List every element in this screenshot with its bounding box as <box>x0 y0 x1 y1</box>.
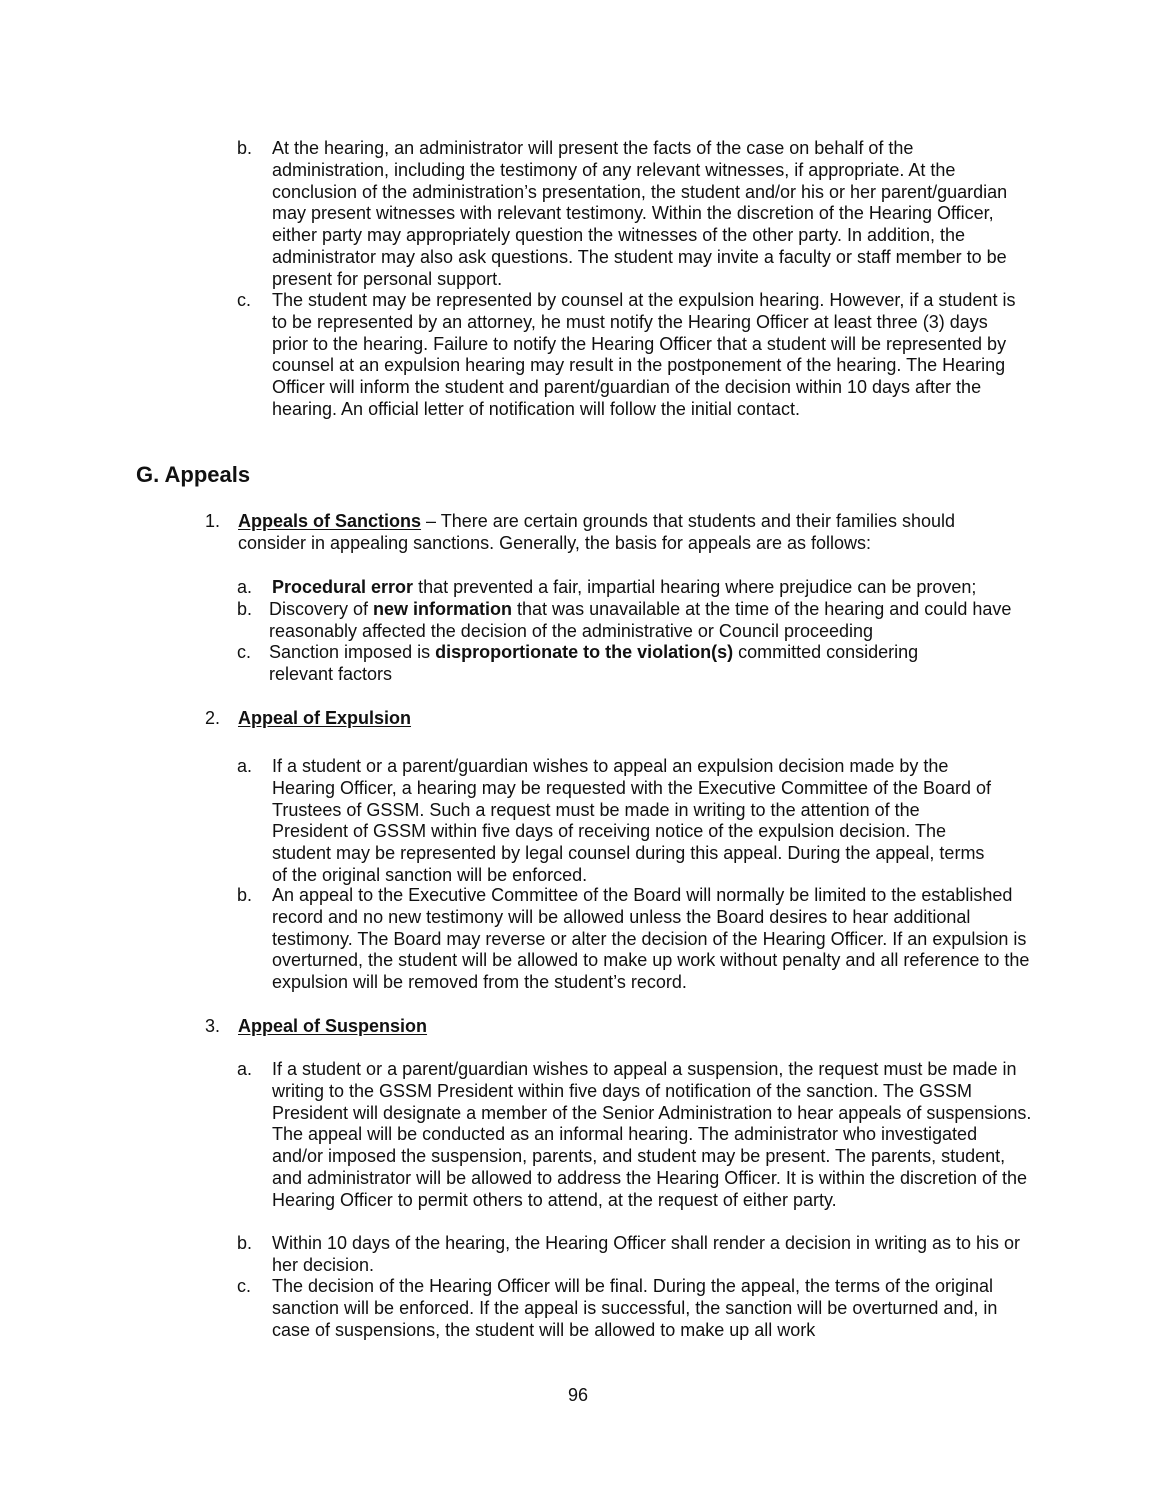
list-marker: c. <box>237 642 252 662</box>
bold-phrase: disproportionate to the violation(s) <box>435 642 734 662</box>
sub-item-procedural-error <box>237 577 1047 599</box>
item-number: 3. <box>205 1016 221 1036</box>
list-marker: a. <box>237 756 253 776</box>
text-pre: Sanction imposed is <box>269 642 436 662</box>
numbered-item-appeal-of-expulsion <box>205 708 1005 730</box>
item-title: Appeals of Sanctions <box>238 511 422 531</box>
list-item-text <box>269 599 1017 643</box>
item-paragraph <box>238 511 1005 555</box>
list-marker: b. <box>237 885 253 905</box>
item-paragraph <box>238 1016 1005 1038</box>
item-paragraph <box>238 708 1005 730</box>
sub-item-new-information <box>237 599 1017 643</box>
bold-phrase: Procedural error <box>272 577 414 597</box>
sub-item-suspension-decision <box>237 1233 1022 1277</box>
list-marker: c. <box>237 290 252 310</box>
sub-item-expulsion-request <box>237 756 997 887</box>
list-marker: c. <box>237 1276 252 1296</box>
list-item-text: Within 10 days of the hearing, the Hearing Officer shall render a decision in writing as to his or her decision. <box>272 1233 1021 1275</box>
sub-item-suspension-request <box>237 1059 1032 1212</box>
list-marker: a. <box>237 577 253 597</box>
list-item-c-counsel <box>237 290 1027 421</box>
sub-item-expulsion-board <box>237 885 1037 994</box>
list-marker: b. <box>237 138 253 158</box>
list-marker: b. <box>237 599 253 619</box>
section-heading: G. Appeals <box>136 462 251 487</box>
page-number: 96 <box>567 1385 589 1405</box>
item-intro: – There are certain grounds that students and their families should consider in appealing sanctions. Generally, the basis for appeals are as follows: <box>238 511 956 553</box>
sub-item-suspension-final <box>237 1276 1022 1341</box>
text-rest: that was unavailable at the time of the hearing and could have reasonably affected the decision of the administrative or Council proceeding <box>269 599 1012 641</box>
list-item-text: If a student or a parent/guardian wishes to appeal a suspension, the request must be made in writing to the GSSM President within five days of notification of the sanction. The GSSM President will designate a member of the Senior Administration to hear appeals of suspensions. The appeal will be conducted as an informal hearing. The administrator who investigated and/or imposed the suspension, parents, and student may be present. The parents, student, and administrator will be allowed to address the Hearing Officer. It is within the discretion of the Hearing Officer to permit others to attend, at the request of either party. <box>272 1059 1032 1210</box>
numbered-item-appeal-of-suspension <box>205 1016 1005 1038</box>
list-item-text: If a student or a parent/guardian wishes to appeal an expulsion decision made by the Hearing Officer, a hearing may be requested with the Executive Committee of the Board of Trustees of GSSM. Such a request must be made in writing to the attention of the President of GSSM within five days of receiving notice of the expulsion decision. The student may be represented by legal counsel during this appeal. During the appeal, terms of the original sanction will be enforced. <box>272 756 992 885</box>
list-item-text <box>269 642 967 686</box>
numbered-item-appeals-of-sanctions <box>205 511 1005 555</box>
item-title: Appeal of Suspension <box>238 1016 428 1036</box>
text-rest: committed considering relevant factors <box>269 642 919 684</box>
list-marker: b. <box>237 1233 253 1253</box>
text-pre: Discovery of <box>269 599 374 619</box>
text-rest: that prevented a fair, impartial hearing where prejudice can be proven; <box>413 577 977 597</box>
item-number: 2. <box>205 708 221 728</box>
list-item-text <box>272 577 1047 599</box>
list-marker: a. <box>237 1059 253 1079</box>
list-item-b-hearing <box>237 138 1027 291</box>
list-item-text: At the hearing, an administrator will present the facts of the case on behalf of the administration, including the testimony of any relevant witnesses, if appropriate. At the conclusion of the administration’s presentation, the student and/or his or her parent/guardian may present witnesses with relevant testimony. Within the discretion of the Hearing Officer, either party may appropriately question the witnesses of the other party. In addition, the administrator may also ask questions. The student may invite a faculty or staff member to be present for personal support. <box>272 138 1008 289</box>
item-number: 1. <box>205 511 221 531</box>
list-item-text: An appeal to the Executive Committee of the Board will normally be limited to the established record and no new testimony will be allowed unless the Board desires to hear additional testimony. The Board may reverse or alter the decision of the Hearing Officer. If an expulsion is overturned, the student will be allowed to make up work without penalty and all reference to the expulsion will be removed from the student’s record. <box>272 885 1030 993</box>
bold-phrase: new information <box>373 599 513 619</box>
list-item-text: The decision of the Hearing Officer will be final. During the appeal, the terms of the original sanction will be enforced. If the appeal is successful, the sanction will be overturned and, in case of suspensions, the student will be allowed to make up all work <box>272 1276 998 1340</box>
sub-item-disproportionate <box>237 642 967 686</box>
item-title: Appeal of Expulsion <box>238 708 412 728</box>
list-item-text: The student may be represented by counsel at the expulsion hearing. However, if a student is to be represented by an attorney, he must notify the Hearing Officer at least three (3) days prior to the hearing. Failure to notify the Hearing Officer that a student will be represented by counsel at an expulsion hearing may result in the postponement of the hearing. The Hearing Officer will inform the student and parent/guardian of the decision within 10 days after the hearing. An official letter of notification will follow the initial contact. <box>272 290 1016 419</box>
